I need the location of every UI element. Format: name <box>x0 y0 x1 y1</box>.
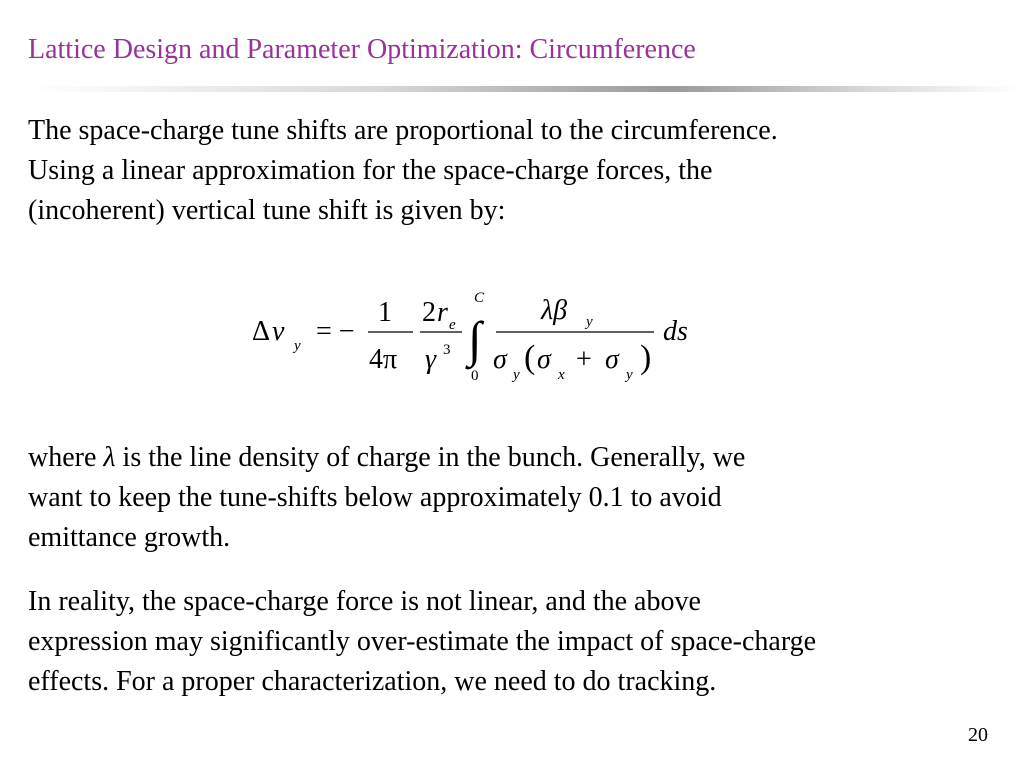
slide-title: Lattice Design and Parameter Optimization: Circumference <box>28 34 696 65</box>
eq-frac3-open-paren: ( <box>524 339 536 376</box>
eq-frac2-r-subscript: e <box>449 317 456 333</box>
eq-frac3-sigma-y: σ <box>493 344 507 375</box>
paragraph-reality-line-2: expression may significantly over-estimate the impact of space-charge <box>28 626 817 657</box>
eq-nu: ν <box>272 316 285 347</box>
lambda-symbol: λ <box>103 442 116 473</box>
paragraph-intro-line-2: Using a linear approximation for the space-charge forces, the <box>28 155 713 186</box>
eq-frac1-numerator: 1 <box>378 297 392 328</box>
eq-frac2-gamma-superscript: 3 <box>443 342 451 358</box>
eq-integral-upper-limit: C <box>474 290 485 306</box>
eq-frac3-sigma-x-subscript: x <box>558 367 565 383</box>
paragraph-lambda-line-3: emittance growth. <box>28 522 231 553</box>
eq-nu-subscript: y <box>294 338 301 354</box>
eq-integral-sign: ∫ <box>468 311 482 367</box>
paragraph-lambda <box>28 438 745 558</box>
paragraph-reality <box>28 582 816 702</box>
paragraph-lambda-rest: is the line density of charge in the bunch. Generally, we <box>115 442 746 473</box>
paragraph-lambda-where: where <box>28 442 104 473</box>
eq-frac3-sigma-y-subscript: y <box>513 367 520 383</box>
tune-shift-equation <box>250 288 710 398</box>
eq-frac3-plus: + <box>576 344 592 375</box>
eq-frac3-numerator: λβ <box>541 295 568 326</box>
eq-frac3-sigma-x: σ <box>537 344 551 375</box>
paragraph-lambda-line-2: want to keep the tune-shifts below approximately 0.1 to avoid <box>28 482 722 513</box>
paragraph-reality-line-3: effects. For a proper characterization, we need to do tracking. <box>28 666 717 697</box>
paragraph-lambda-line-1 <box>28 438 745 478</box>
eq-frac3-sigma-y2-subscript: y <box>626 367 633 383</box>
title-divider <box>28 86 1018 92</box>
paragraph-reality-line-1: In reality, the space-charge force is not linear, and the above <box>28 586 701 617</box>
paragraph-intro <box>28 111 778 231</box>
eq-frac3-sigma-y2: σ <box>605 344 619 375</box>
eq-frac2-coefficient: 2 <box>422 297 436 328</box>
eq-delta: Δ <box>252 316 271 347</box>
slide-number: 20 <box>968 724 988 746</box>
eq-frac1-denominator: 4π <box>369 344 398 375</box>
eq-frac3-numerator-subscript: y <box>586 314 593 330</box>
eq-equals-minus: = − <box>316 316 355 347</box>
eq-ds: ds <box>663 316 688 347</box>
eq-frac2-r: r <box>437 297 448 328</box>
eq-frac2-gamma: γ <box>425 344 437 375</box>
eq-integral-lower-limit: 0 <box>471 368 479 384</box>
paragraph-intro-line-3: (incoherent) vertical tune shift is given by: <box>28 195 506 226</box>
eq-frac3-close-paren: ) <box>640 339 652 376</box>
paragraph-intro-line-1: The space-charge tune shifts are proportional to the circumference. <box>28 115 778 146</box>
